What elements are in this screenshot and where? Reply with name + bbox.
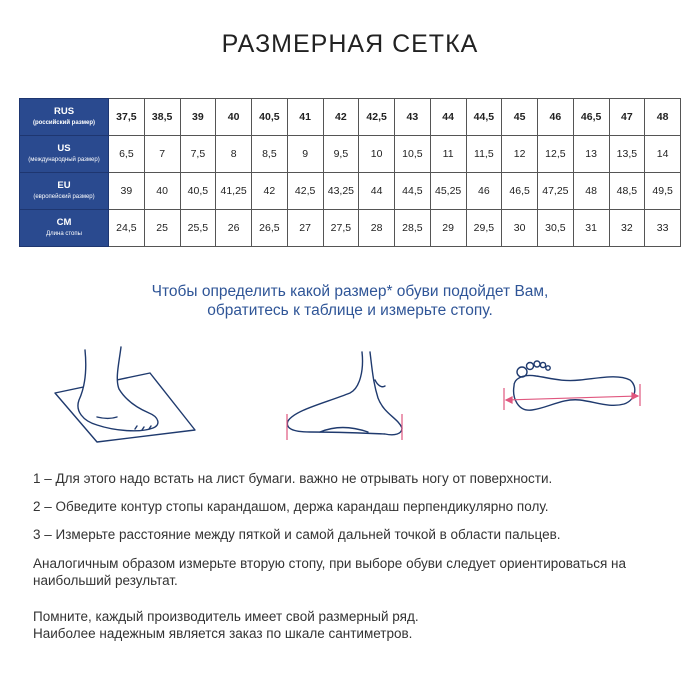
second-foot-note: Аналогичным образом измерьте вторую стопу, при выборе обуви следует ориентироваться на наибольший результат. <box>33 556 627 588</box>
size-cell: 37,5 <box>109 99 145 136</box>
size-cell: 41,25 <box>216 173 252 210</box>
step-3-text: 3 – Измерьте расстояние между пяткой и самой дальней точкой в области пальцев. <box>33 527 561 542</box>
size-cell: 32 <box>609 210 645 247</box>
size-cell: 38,5 <box>144 99 180 136</box>
size-cell: 44,5 <box>466 99 502 136</box>
size-cell: 28,5 <box>395 210 431 247</box>
size-cell: 14 <box>645 136 681 173</box>
size-cell: 12 <box>502 136 538 173</box>
reminder-line-1: Помните, каждый производитель имеет свой размерный ряд. <box>33 609 419 624</box>
step-1-text: 1 – Для этого надо встать на лист бумаги. важно не отрывать ногу от поверхности. <box>33 471 553 486</box>
row-header-sublabel: (европейский размер) <box>33 193 95 200</box>
size-row-cm <box>20 210 681 247</box>
intro-line-1: Чтобы определить какой размер* обуви подойдет Вам, <box>151 283 549 300</box>
size-row-us <box>20 136 681 173</box>
size-cell: 27,5 <box>323 210 359 247</box>
row-header <box>20 99 109 136</box>
size-cell: 42,5 <box>287 173 323 210</box>
size-cell: 10,5 <box>395 136 431 173</box>
size-cell: 26,5 <box>252 210 288 247</box>
size-cell: 7 <box>144 136 180 173</box>
size-cell: 30,5 <box>538 210 574 247</box>
row-header-sublabel: (международный размер) <box>28 156 100 163</box>
size-cell: 47,25 <box>538 173 574 210</box>
size-cell: 39 <box>180 99 216 136</box>
size-cell: 25 <box>144 210 180 247</box>
size-cell: 7,5 <box>180 136 216 173</box>
size-cell: 13,5 <box>609 136 645 173</box>
row-header-label: CM <box>56 217 72 229</box>
size-row-eu <box>20 173 681 210</box>
size-cell: 25,5 <box>180 210 216 247</box>
row-header-label: EU <box>57 180 71 192</box>
size-cell: 30 <box>502 210 538 247</box>
size-row-rus <box>20 99 681 136</box>
size-cell: 40 <box>144 173 180 210</box>
row-header-label: US <box>57 143 71 155</box>
size-cell: 40,5 <box>180 173 216 210</box>
size-cell: 40 <box>216 99 252 136</box>
size-cell: 46 <box>538 99 574 136</box>
foot-on-paper-illustration <box>45 345 205 445</box>
size-cell: 43 <box>395 99 431 136</box>
size-cell: 11,5 <box>466 136 502 173</box>
size-cell: 6,5 <box>109 136 145 173</box>
size-cell: 39 <box>109 173 145 210</box>
row-header-sublabel: (российский размер) <box>32 119 96 126</box>
size-cell: 44 <box>430 99 466 136</box>
size-cell: 8,5 <box>252 136 288 173</box>
size-cell: 9 <box>287 136 323 173</box>
row-header-label: RUS <box>53 106 75 118</box>
size-cell: 31 <box>573 210 609 247</box>
foot-side-view-illustration <box>280 348 420 440</box>
reminder-note <box>33 608 683 642</box>
row-header <box>20 136 109 173</box>
size-cell: 42 <box>323 99 359 136</box>
size-cell: 42 <box>252 173 288 210</box>
size-cell: 48,5 <box>609 173 645 210</box>
size-table <box>19 98 681 247</box>
page-title: РАЗМЕРНАЯ СЕТКА <box>221 30 479 58</box>
size-cell: 8 <box>216 136 252 173</box>
size-cell: 45 <box>502 99 538 136</box>
size-cell: 42,5 <box>359 99 395 136</box>
size-cell: 48 <box>573 173 609 210</box>
size-cell: 27 <box>287 210 323 247</box>
size-cell: 49,5 <box>645 173 681 210</box>
size-cell: 29,5 <box>466 210 502 247</box>
size-cell: 13 <box>573 136 609 173</box>
size-cell: 12,5 <box>538 136 574 173</box>
row-header <box>20 173 109 210</box>
size-cell: 29 <box>430 210 466 247</box>
size-cell: 11 <box>430 136 466 173</box>
size-cell: 9,5 <box>323 136 359 173</box>
reminder-line-2: Наиболее надежным является заказ по шкале сантиметров. <box>33 626 413 641</box>
size-cell: 46 <box>466 173 502 210</box>
step-2-text: 2 – Обведите контур стопы карандашом, держа карандаш перпендикулярно полу. <box>33 499 549 514</box>
foot-sole-illustration <box>500 358 645 420</box>
intro-line-2: обратитесь к таблице и измерьте стопу. <box>207 302 493 319</box>
size-cell: 43,25 <box>323 173 359 210</box>
size-cell: 46,5 <box>502 173 538 210</box>
size-cell: 46,5 <box>573 99 609 136</box>
size-cell: 24,5 <box>109 210 145 247</box>
size-cell: 33 <box>645 210 681 247</box>
size-cell: 44 <box>359 173 395 210</box>
row-header-sublabel: Длина стопы <box>46 230 82 237</box>
size-cell: 10 <box>359 136 395 173</box>
row-header <box>20 210 109 247</box>
size-cell: 28 <box>359 210 395 247</box>
size-cell: 48 <box>645 99 681 136</box>
size-cell: 26 <box>216 210 252 247</box>
size-cell: 40,5 <box>252 99 288 136</box>
size-cell: 45,25 <box>430 173 466 210</box>
intro-text <box>0 282 700 320</box>
size-cell: 47 <box>609 99 645 136</box>
size-cell: 44,5 <box>395 173 431 210</box>
size-cell: 41 <box>287 99 323 136</box>
